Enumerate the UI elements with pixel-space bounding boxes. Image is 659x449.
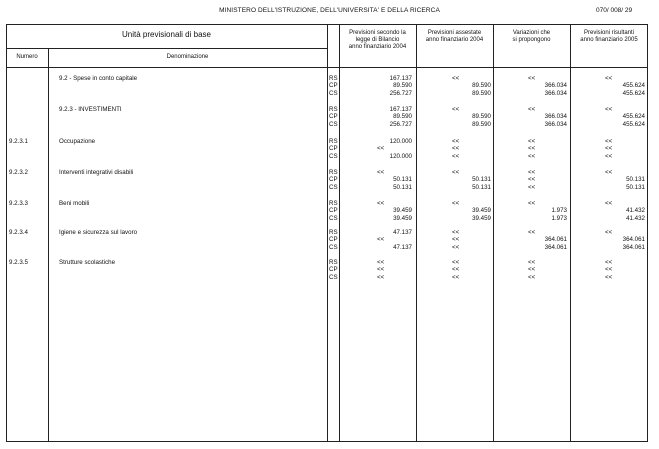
row-number: 9.2.3.2: [9, 169, 28, 176]
col-divider-c3: [493, 24, 494, 442]
document-title: MINISTERO DELL'ISTRUZIONE, DELL'UNIVERSITA' E DELLA RICERCA: [219, 7, 440, 14]
header-divider-mid: [6, 48, 327, 49]
value-risultanti: <<: [605, 266, 613, 274]
row-code: CP: [329, 176, 338, 184]
row-code: RS: [329, 106, 338, 113]
value-risultanti: 455.624: [622, 82, 645, 90]
value-legge-bilancio: 89.590: [393, 82, 412, 90]
col-divider-c4: [570, 24, 571, 442]
value-legge-bilancio: <<: [377, 236, 385, 244]
value-variazioni: 364.061: [544, 236, 567, 244]
col3-heading: Variazioni che si propongono: [512, 30, 551, 43]
value-legge-bilancio: 89.590: [393, 113, 412, 121]
row-code: CS: [329, 183, 338, 191]
page-reference: 070/ 008/ 29: [596, 7, 633, 14]
row-code: CP: [329, 207, 338, 215]
value-assestate: <<: [452, 236, 460, 244]
value-risultanti: 41.432: [626, 214, 645, 222]
numero-heading: Numero: [16, 54, 38, 60]
value-risultanti: <<: [605, 106, 613, 113]
upb-heading: Unità previsionali di base: [122, 30, 211, 39]
value-variazioni: 1.973: [551, 214, 567, 222]
value-legge-bilancio: <<: [377, 266, 385, 274]
row-denominazione: Occupazione: [59, 138, 96, 145]
row-code: CS: [329, 214, 338, 222]
value-assestate: 50.131: [472, 183, 491, 191]
value-risultanti: 455.624: [622, 113, 645, 121]
value-variazioni: <<: [528, 152, 536, 160]
value-variazioni: <<: [528, 183, 536, 191]
value-variazioni: <<: [528, 106, 536, 113]
value-legge-bilancio: 120.000: [389, 138, 412, 145]
value-risultanti: <<: [605, 169, 613, 176]
row-code: CS: [329, 120, 338, 128]
row-number: 9.2.3.5: [9, 259, 28, 266]
value-variazioni: <<: [528, 169, 536, 176]
value-risultanti: 50.131: [626, 176, 645, 184]
value-assestate: <<: [452, 259, 460, 266]
col-divider-c2: [416, 24, 417, 442]
value-legge-bilancio: <<: [377, 273, 385, 281]
value-assestate: 39.459: [472, 214, 491, 222]
row-code: CS: [329, 89, 338, 97]
value-variazioni: <<: [528, 138, 536, 145]
row-denominazione: Igiene e sicurezza sul lavoro: [59, 229, 138, 236]
value-risultanti: <<: [605, 152, 613, 160]
value-assestate: 89.590: [472, 113, 491, 121]
value-assestate: <<: [452, 138, 460, 145]
row-denominazione: 9.2 - Spese in conto capitale: [59, 75, 138, 82]
row-code: RS: [329, 138, 338, 145]
value-variazioni: <<: [528, 176, 536, 184]
value-variazioni: <<: [528, 266, 536, 274]
value-assestate: 39.459: [472, 207, 491, 215]
denominazione-heading: Denominazione: [166, 54, 209, 60]
value-legge-bilancio: 47.137: [393, 243, 412, 251]
value-assestate: 89.590: [472, 120, 491, 128]
value-risultanti: <<: [605, 138, 613, 145]
value-risultanti: <<: [605, 259, 613, 266]
row-code: CP: [329, 82, 338, 90]
value-assestate: <<: [452, 273, 460, 281]
value-risultanti: 364.061: [622, 236, 645, 244]
value-variazioni: <<: [528, 273, 536, 281]
value-legge-bilancio: 256.727: [389, 89, 412, 97]
value-assestate: <<: [452, 266, 460, 274]
value-risultanti: 455.624: [622, 89, 645, 97]
row-number: 9.2.3.4: [9, 229, 28, 236]
col4-heading: Previsioni risultanti anno finanziario 2005: [580, 30, 638, 43]
value-variazioni: 366.034: [544, 120, 567, 128]
row-code: CP: [329, 113, 338, 121]
row-code: CS: [329, 152, 338, 160]
value-risultanti: 455.624: [622, 120, 645, 128]
value-legge-bilancio: <<: [377, 259, 385, 266]
value-risultanti: <<: [605, 200, 613, 207]
value-variazioni: <<: [528, 145, 536, 153]
value-variazioni: <<: [528, 75, 536, 82]
row-number: 9.2.3.3: [9, 200, 28, 207]
value-legge-bilancio: 39.459: [393, 214, 412, 222]
value-variazioni: 364.061: [544, 243, 567, 251]
value-assestate: <<: [452, 152, 460, 160]
header-divider-bottom: [6, 67, 648, 68]
row-denominazione: 9.2.3 - INVESTIMENTI: [59, 106, 122, 113]
value-legge-bilancio: 167.137: [389, 75, 412, 82]
col-divider-numero: [48, 48, 49, 442]
value-assestate: <<: [452, 169, 460, 176]
value-legge-bilancio: 47.137: [393, 229, 412, 236]
value-risultanti: <<: [605, 273, 613, 281]
value-risultanti: <<: [605, 75, 613, 82]
value-legge-bilancio: 50.131: [393, 176, 412, 184]
value-variazioni: <<: [528, 200, 536, 207]
row-denominazione: Interventi integrativi disabili: [59, 169, 134, 176]
value-risultanti: 41.432: [626, 207, 645, 215]
row-denominazione: Strutture scolastiche: [59, 259, 116, 266]
row-code: RS: [329, 200, 338, 207]
row-code: RS: [329, 75, 338, 82]
row-number: 9.2.3.1: [9, 138, 28, 145]
value-risultanti: <<: [605, 145, 613, 153]
value-assestate: 50.131: [472, 176, 491, 184]
value-legge-bilancio: 256.727: [389, 120, 412, 128]
row-code: RS: [329, 229, 338, 236]
value-variazioni: 366.034: [544, 82, 567, 90]
value-legge-bilancio: <<: [377, 169, 385, 176]
value-risultanti: 364.061: [622, 243, 645, 251]
row-code: CS: [329, 273, 338, 281]
value-variazioni: 366.034: [544, 113, 567, 121]
value-variazioni: 1.973: [551, 207, 567, 215]
row-code: CP: [329, 145, 338, 153]
value-assestate: <<: [452, 243, 460, 251]
value-assestate: <<: [452, 200, 460, 207]
row-code: CP: [329, 266, 338, 274]
row-code: RS: [329, 169, 338, 176]
value-assestate: <<: [452, 145, 460, 153]
col-divider-c1: [339, 24, 340, 442]
value-variazioni: 366.034: [544, 89, 567, 97]
value-assestate: <<: [452, 75, 460, 82]
value-legge-bilancio: <<: [377, 145, 385, 153]
value-variazioni: <<: [528, 229, 536, 236]
row-code: RS: [329, 259, 338, 266]
value-assestate: <<: [452, 106, 460, 113]
col2-heading: Previsioni assestate anno finanziario 2004: [425, 30, 484, 43]
value-legge-bilancio: 50.131: [393, 183, 412, 191]
value-legge-bilancio: <<: [377, 200, 385, 207]
value-legge-bilancio: 167.137: [389, 106, 412, 113]
col1-heading: Previsioni secondo la legge di Bilancio anno finanziario 2004: [348, 30, 407, 50]
value-assestate: 89.590: [472, 82, 491, 90]
value-risultanti: <<: [605, 229, 613, 236]
row-code: CP: [329, 236, 338, 244]
value-assestate: <<: [452, 229, 460, 236]
value-legge-bilancio: 39.459: [393, 207, 412, 215]
value-risultanti: 50.131: [626, 183, 645, 191]
value-assestate: 89.590: [472, 89, 491, 97]
col-divider-upb: [327, 24, 328, 442]
value-legge-bilancio: 120.000: [389, 152, 412, 160]
row-code: CS: [329, 243, 338, 251]
value-variazioni: <<: [528, 259, 536, 266]
row-denominazione: Beni mobili: [59, 200, 90, 207]
